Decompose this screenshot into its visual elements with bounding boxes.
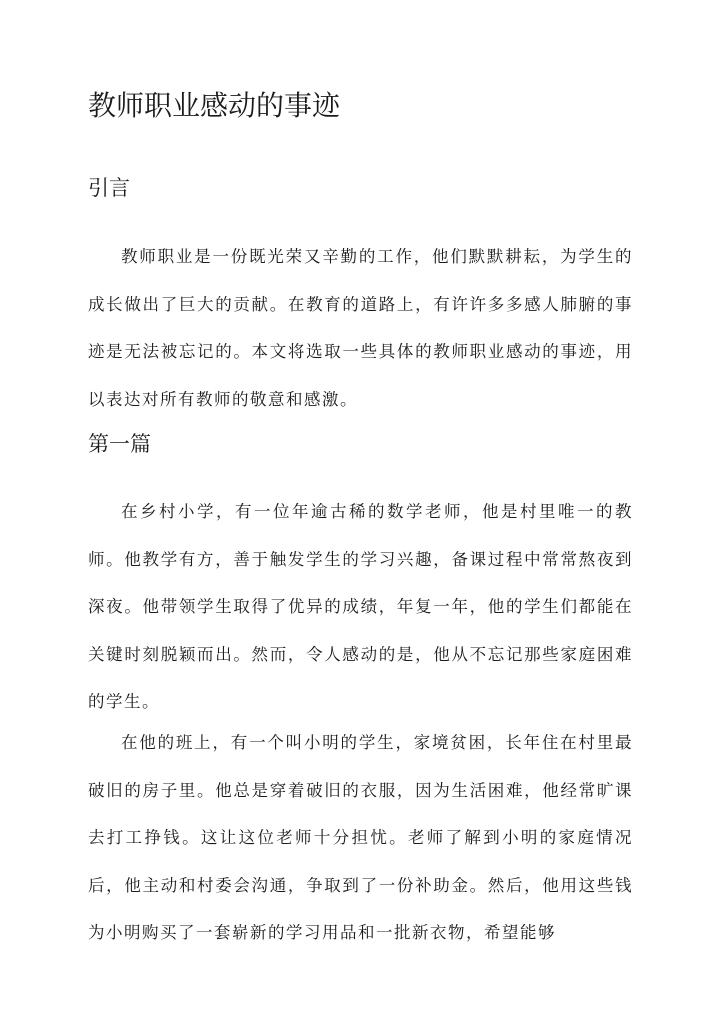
section-heading-part-one: 第一篇 (88, 432, 151, 456)
paragraph-part-one-1: 在乡村小学，有一位年逾古稀的数学老师，他是村里唯一的教师。他教学有方，善于触发学生的学习兴趣，备课过程中常常熬夜到深夜。他带领学生取得了优异的成绩，年复一年，他的学生们都能在关键时刻脱颖而出。然而，令人感动的是，他从不忘记那些家庭困难的学生。 (88, 502, 633, 711)
paragraph-introduction: 教师职业是一份既光荣又辛勤的工作，他们默默耕耘，为学生的成长做出了巨大的贡献。在教育的道路上，有许许多多感人肺腑的事迹是无法被忘记的。本文将选取一些具体的教师职业感动的事迹，用以表达对所有教师的敬意和感激。 (88, 247, 633, 409)
section-heading-introduction: 引言 (88, 176, 130, 200)
document-title: 教师职业感动的事迹 (88, 89, 341, 122)
paragraph-part-one-2: 在他的班上，有一个叫小明的学生，家境贫困，长年住在村里最破旧的房子里。他总是穿着破旧的衣服，因为生活困难，他经常旷课去打工挣钱。这让这位老师十分担忧。老师了解到小明的家庭情况后，他主动和村委会沟通，争取到了一份补助金。然后，他用这些钱为小明购买了一套崭新的学习用品和一批新衣物，希望能够 (88, 733, 633, 942)
